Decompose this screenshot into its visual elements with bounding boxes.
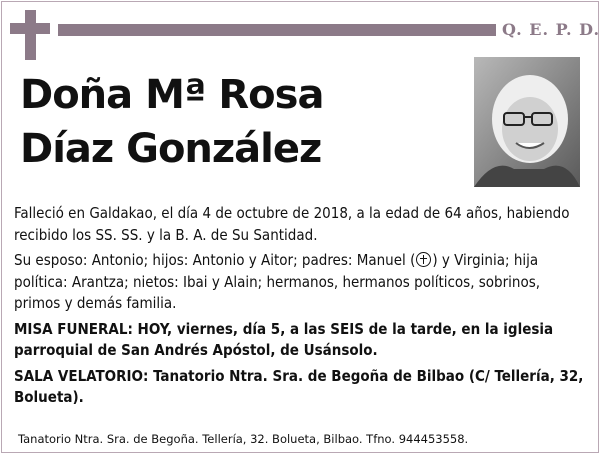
qepd-label: Q. E. P. D. (502, 20, 600, 39)
funeral-paragraph: MISA FUNERAL: HOY, viernes, día 5, a las SEIS de la tarde, en la iglesia parroquial de San Andrés Apóstol, de Usánsolo. (14, 319, 554, 359)
portrait-photo (474, 57, 580, 187)
wake-paragraph: SALA VELATORIO: Tanatorio Ntra. Sra. de Begoña de Bilbao (C/ Tellería, 32, Bolueta). (14, 366, 584, 406)
deceased-cross-icon (416, 252, 431, 267)
notice-body (14, 203, 584, 413)
footer-address: Tanatorio Ntra. Sra. de Begoña. Tellería, 32. Bolueta, Bilbao. Tfno. 944453558. (18, 432, 469, 446)
name-line-2: Díaz González (20, 126, 322, 172)
death-paragraph: Falleció en Galdakao, el día 4 de octubre de 2018, a la edad de 64 años, habiendo recibido los SS. SS. y la B. A. de Su Santidad. (14, 204, 570, 244)
family-text-2: ) y Virginia; hija política: Arantza; nietos: Ibai y Alain; hermanos, hermanos políticos, sobrinos, primos y demás familia. (14, 251, 541, 312)
name-line-1: Doña Mª Rosa (20, 72, 324, 118)
family-text-1: Su esposo: Antonio; hijos: Antonio y Aitor; padres: Manuel ( (14, 251, 416, 269)
header-bar (58, 24, 496, 36)
cross-icon (10, 10, 50, 60)
family-paragraph (14, 250, 584, 315)
deceased-name (20, 68, 323, 176)
